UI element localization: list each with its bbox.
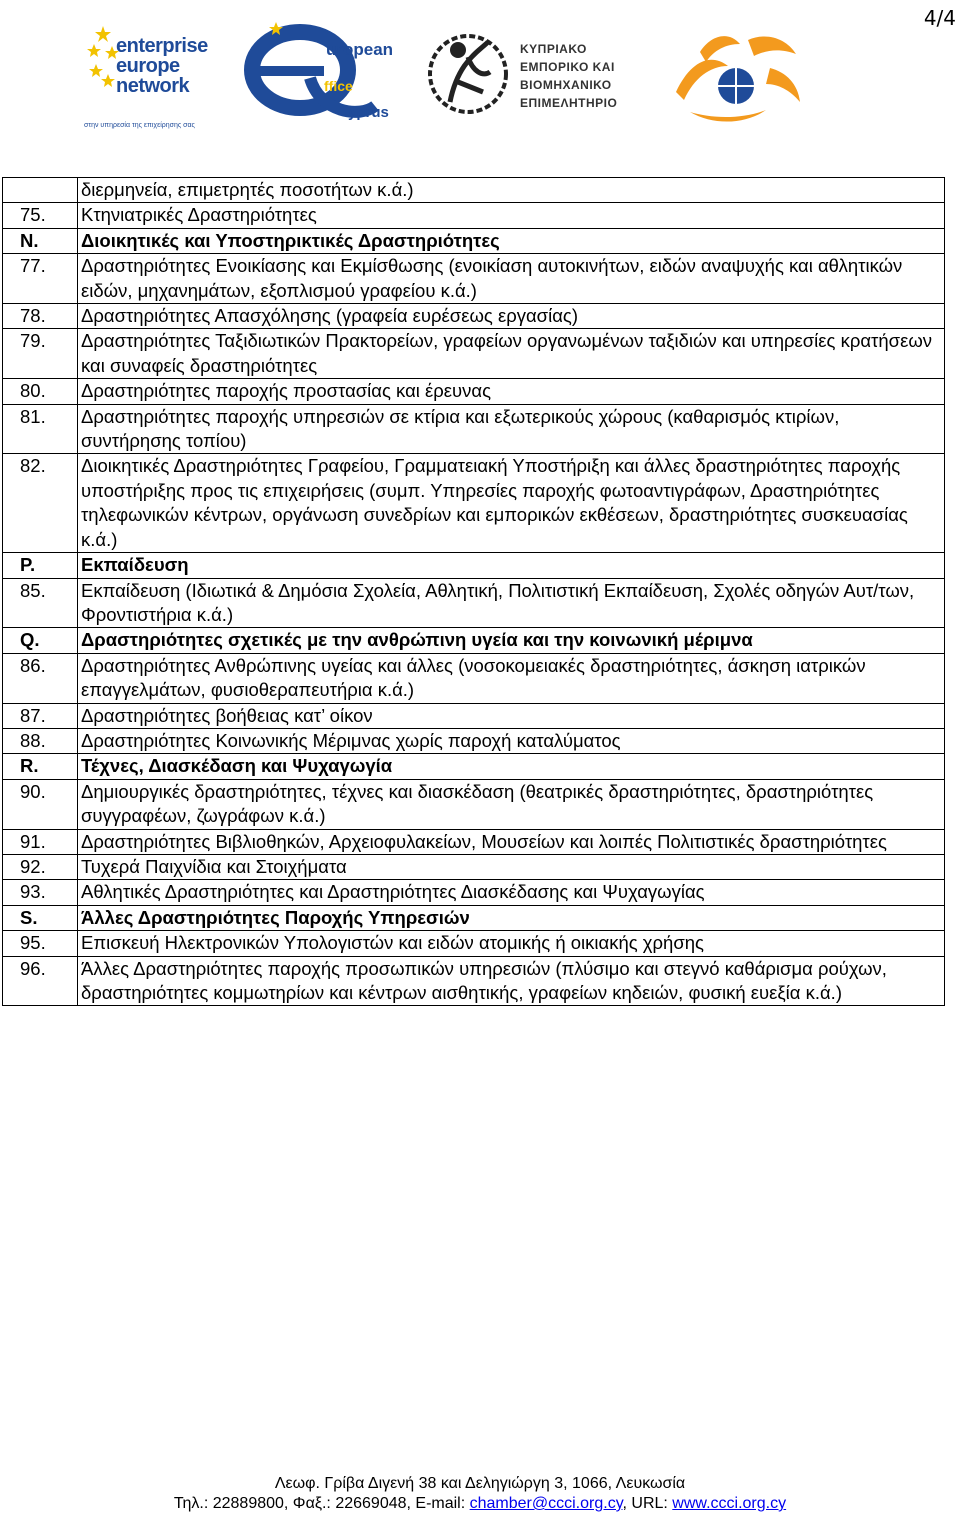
table-row (3, 653, 945, 703)
row-description: Άλλες Δραστηριότητες Παροχής Υπηρεσιών (78, 905, 945, 930)
table-row (3, 854, 945, 879)
ccci-logo (420, 18, 640, 128)
ccci-line2: ΕΜΠΟΡΙΚΟ ΚΑΙ (520, 60, 615, 74)
footer-address: Λεωφ. Γρίβα Διγενή 38 και Δεληγιώργη 3, 1066, Λευκωσία (274, 1475, 686, 1492)
een-line1: enterprise (116, 35, 208, 57)
footer-url-prefix: , URL: (622, 1495, 673, 1512)
een-line3: network (116, 75, 190, 97)
row-code: 85. (3, 578, 78, 628)
row-description: Δραστηριότητες Ανθρώπινης υγείας και άλλες (νοσοκομειακές δραστηριότητες, άσκηση ιατρικών επαγγελμάτων, φυσιοθεραπευτήρια κ.ά.) (78, 653, 945, 703)
table-row (3, 454, 945, 553)
table-row (3, 329, 945, 379)
table-row (3, 703, 945, 728)
row-description: Δραστηριότητες παροχής υπηρεσιών σε κτίρια και εξωτερικούς χώρους (καθαρισμός κτιρίων, συντήρησης τοπίου) (78, 404, 945, 454)
row-code: Q. (3, 628, 78, 653)
page-number: 4/4 (923, 6, 956, 30)
row-code: 92. (3, 854, 78, 879)
table-row (3, 728, 945, 753)
section-row (3, 754, 945, 779)
section-row (3, 628, 945, 653)
row-code: 78. (3, 304, 78, 329)
ccci-line4: ΕΠΙΜΕΛΗΤΗΡΙΟ (520, 96, 618, 110)
table-row (3, 379, 945, 404)
row-code: 96. (3, 956, 78, 1006)
table-row (3, 880, 945, 905)
row-code: N. (3, 228, 78, 253)
row-description: Δραστηριότητες Απασχόλησης (γραφεία ευρέσεως εργασίας) (78, 304, 945, 329)
row-description: Τυχερά Παιχνίδια και Στοιχήματα (78, 854, 945, 879)
footer-contact-prefix: Τηλ.: 22889800, Φαξ.: 22669048, E-mail: (173, 1495, 470, 1512)
row-description: διερμηνεία, επιμετρητές ποσοτήτων κ.ά.) (78, 178, 945, 203)
eoc-word3: yprus (348, 104, 389, 121)
table-row (3, 178, 945, 203)
row-code: 75. (3, 203, 78, 228)
table-row (3, 304, 945, 329)
header-logos (0, 0, 960, 140)
row-code: 79. (3, 329, 78, 379)
row-code: 77. (3, 254, 78, 304)
row-code: 95. (3, 931, 78, 956)
eoc-word2: ffice (324, 78, 353, 94)
row-description: Δραστηριότητες παροχής προστασίας και έρευνας (78, 379, 945, 404)
email-link[interactable]: chamber@ccci.org.cy (469, 1495, 623, 1512)
row-description: Δραστηριότητες Ταξιδιωτικών Πρακτορείων, γραφείων οργανωμένων ταξιδιών και υπηρεσίες κρατήσεων και συναφείς δραστηριότητες (78, 329, 945, 379)
row-code: 91. (3, 829, 78, 854)
table-row (3, 931, 945, 956)
row-description: Άλλες Δραστηριότητες παροχής προσωπικών υπηρεσιών (πλύσιμο και στεγνό καθάρισμα ρούχων, δραστηριότητες κομμωτηρίων και κέντρων αισθητικής, γραφείων κηδειών, φυσική ευεξία κ.ά.) (78, 956, 945, 1006)
table-row (3, 404, 945, 454)
row-code (3, 178, 78, 203)
section-row (3, 228, 945, 253)
footer-contact (0, 1494, 960, 1514)
table-row (3, 956, 945, 1006)
ccci-line3: ΒΙΟΜΗΧΑΝΙΚΟ (520, 78, 612, 92)
table-row (3, 578, 945, 628)
table-row (3, 829, 945, 854)
row-description: Επισκευή Ηλεκτρονικών Υπολογιστών και ειδών ατομικής ή οικιακής χρήσης (78, 931, 945, 956)
table-row (3, 203, 945, 228)
row-code: 82. (3, 454, 78, 553)
section-row (3, 905, 945, 930)
row-code: R. (3, 754, 78, 779)
stars-icon (86, 24, 120, 94)
table-row (3, 779, 945, 829)
row-code: 80. (3, 379, 78, 404)
row-code: S. (3, 905, 78, 930)
section-row (3, 553, 945, 578)
een-line2: europe (116, 55, 180, 77)
row-description: Δραστηριότητες Κοινωνικής Μέριμνας χωρίς παροχή καταλύματος (78, 728, 945, 753)
row-description: Τέχνες, Διασκέδαση και Ψυχαγωγία (78, 754, 945, 779)
eoc-word1: uropean (326, 40, 394, 59)
row-code: 88. (3, 728, 78, 753)
row-description: Διοικητικές και Υποστηρικτικές Δραστηριότητες (78, 228, 945, 253)
ccci-emblem-icon (428, 22, 508, 126)
row-description: Κτηνιατρικές Δραστηριότητες (78, 203, 945, 228)
table-row (3, 254, 945, 304)
sun-emblem-logo (670, 22, 810, 126)
row-description: Διοικητικές Δραστηριότητες Γραφείου, Γραμματειακή Υποστήριξη και άλλες δραστηριότητες παροχής υποστήριξης προς τις επιχειρήσεις (συμπ. Υπηρεσίες παροχής φωτοαντιγράφων, Δραστηριότητες τηλεφωνικών κέντρων, οργάνωση συνεδρίων και εμπορικών εκθέσεων, δραστηριότητες συσκευασίας κ.ά.) (78, 454, 945, 553)
row-description: Αθλητικές Δραστηριότητες και Δραστηριότητες Διασκέδασης και Ψυχαγωγίας (78, 880, 945, 905)
row-code: 81. (3, 404, 78, 454)
row-code: 90. (3, 779, 78, 829)
row-description: Εκπαίδευση (78, 553, 945, 578)
een-tagline: στην υπηρεσία της επιχείρησης σας (84, 122, 195, 129)
row-code: 87. (3, 703, 78, 728)
row-description: Δραστηριότητες σχετικές με την ανθρώπινη υγεία και την κοινωνική μέριμνα (78, 628, 945, 653)
website-link[interactable]: www.ccci.org.cy (672, 1495, 787, 1512)
footer (0, 1474, 960, 1514)
enterprise-europe-network-logo (80, 10, 215, 130)
ccci-line1: ΚΥΠΡΙΑΚΟ (520, 42, 587, 56)
row-description: Εκπαίδευση (Ιδιωτικά & Δημόσια Σχολεία, Αθλητική, Πολιτιστική Εκπαίδευση, Σχολές οδηγών Αυτ/των, Φροντιστήρια κ.ά.) (78, 578, 945, 628)
sun-globe-icon (670, 22, 810, 126)
row-description: Δραστηριότητες Βιβλιοθηκών, Αρχειοφυλακείων, Μουσείων και λοιπές Πολιτιστικές δραστηριότητες (78, 829, 945, 854)
row-code: 86. (3, 653, 78, 703)
row-code: 93. (3, 880, 78, 905)
european-office-cyprus-logo (240, 18, 410, 130)
row-description: Δημιουργικές δραστηριότητες, τέχνες και διασκέδαση (θεατρικές δραστηριότητες, δραστηριότητες συγγραφέων, ζωγράφων κ.ά.) (78, 779, 945, 829)
activity-codes-table (2, 177, 945, 1006)
row-description: Δραστηριότητες Ενοικίασης και Εκμίσθωσης (ενοικίαση αυτοκινήτων, ειδών αναψυχής και αθλητικών ειδών, μηχανημάτων, εξοπλισμού γραφείου κ.ά.) (78, 254, 945, 304)
row-description: Δραστηριότητες βοήθειας κατ’ οίκον (78, 703, 945, 728)
row-code: P. (3, 553, 78, 578)
